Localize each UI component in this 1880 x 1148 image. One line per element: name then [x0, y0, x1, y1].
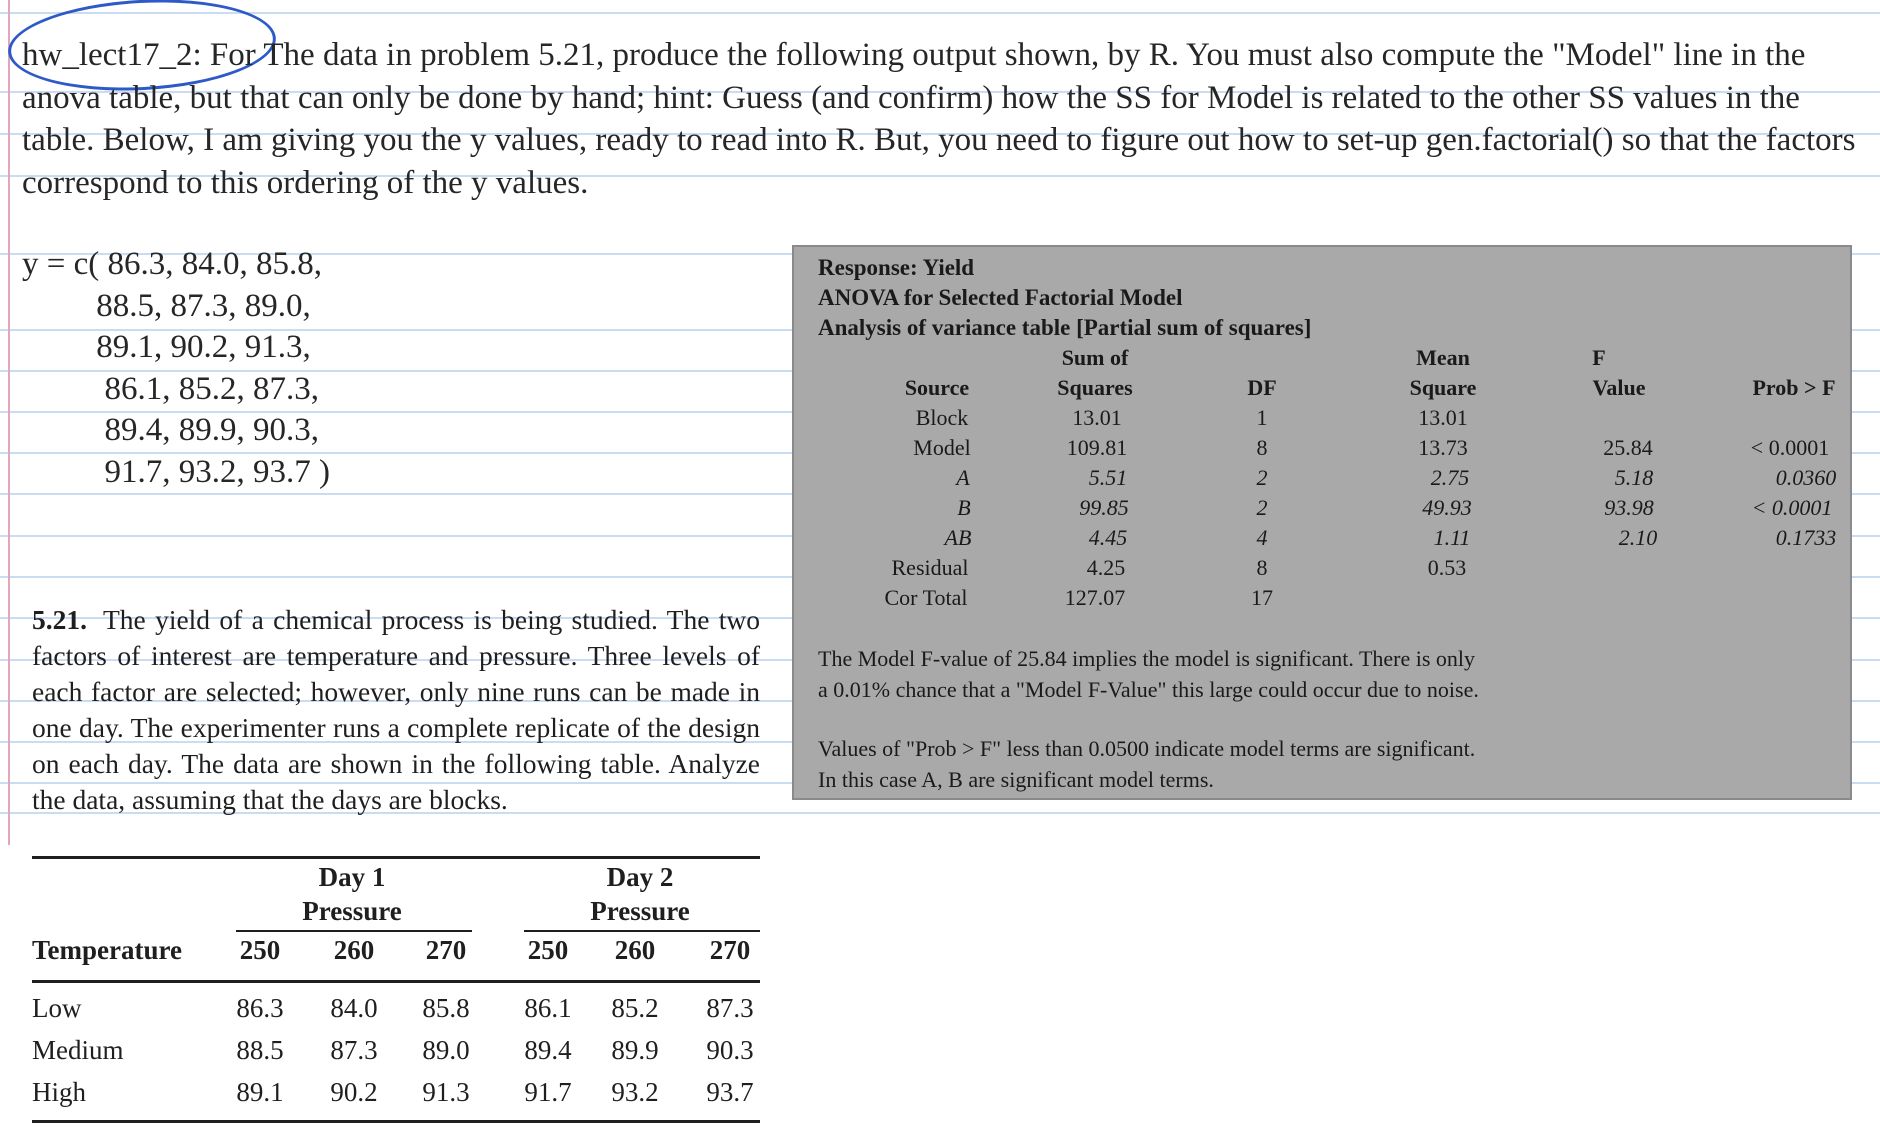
- row-f: 2.10: [1618, 525, 1658, 550]
- row-ms: 13.73: [1418, 435, 1468, 460]
- day2-rule: [524, 930, 760, 932]
- row-ss: 99.85: [1079, 495, 1129, 520]
- cell-value: 89.0: [422, 1035, 470, 1065]
- code-line: 89.4, 89.9, 90.3,: [22, 412, 319, 448]
- header-rule: [32, 980, 760, 983]
- cell-value: 84.0: [330, 993, 378, 1023]
- pressure-270: 270: [709, 935, 751, 965]
- problem-statement: [32, 602, 760, 818]
- cell-value: 93.2: [611, 1077, 659, 1107]
- homework-id: hw_lect17_2:: [22, 37, 202, 73]
- row-df: 8: [1256, 435, 1268, 460]
- cell-value: 90.2: [330, 1077, 378, 1107]
- row-ss: 4.25: [1086, 555, 1126, 580]
- pressure-270: 270: [425, 935, 467, 965]
- code-line: 91.7, 93.2, 93.7 ): [22, 453, 330, 490]
- notebook-margin-line: [8, 0, 10, 845]
- row-f: 93.98: [1604, 495, 1654, 520]
- code-line: 86.1, 85.2, 87.3,: [22, 370, 319, 407]
- row-f: 5.18: [1614, 465, 1654, 490]
- f-header-bottom: Value: [1592, 375, 1646, 400]
- note-line: a 0.01% chance that a "Model F-Value" this large could occur due to noise.: [818, 677, 1479, 702]
- cell-value: 86.1: [524, 993, 572, 1023]
- row-df: 4: [1256, 525, 1268, 550]
- anova-output-panel: [792, 245, 1852, 800]
- row-source: Residual: [891, 555, 969, 580]
- day2-header: Day 2: [606, 862, 674, 892]
- pressure-250: 250: [527, 935, 569, 965]
- f-header-top: F: [1592, 345, 1606, 370]
- cell-value: 89.1: [236, 1077, 284, 1107]
- pressure-260: 260: [614, 935, 656, 965]
- pressure-250: 250: [239, 935, 281, 965]
- table-top-rule: [32, 856, 760, 859]
- code-line: 88.5, 87.3, 89.0,: [22, 287, 311, 324]
- anova-response: Response: Yield: [818, 255, 975, 280]
- row-ms: 49.93: [1422, 495, 1472, 520]
- row-df: 1: [1256, 405, 1268, 430]
- row-ss: 13.01: [1072, 405, 1122, 430]
- cell-value: 91.7: [524, 1077, 572, 1107]
- p-header: Prob > F: [1752, 375, 1836, 400]
- row-source: A: [956, 465, 970, 490]
- problem-text: The yield of a chemical process is being studied. The two factors of interest are temperature and pressure. Three levels of each factor are selected; however, only nine runs can be made in one day. The experimenter runs a complete replicate of the design on each day. The data are shown in the following table. Analyze the data, assuming that the days are blocks.: [32, 604, 760, 815]
- anova-subtitle: Analysis of variance table [Partial sum of squares]: [818, 315, 1312, 340]
- day1-rule: [236, 930, 472, 932]
- df-header: DF: [1247, 375, 1277, 400]
- row-p: < 0.0001: [1751, 495, 1833, 520]
- model-significance-note: [818, 643, 1479, 705]
- row-label: High: [32, 1077, 86, 1107]
- row-ms: 0.53: [1427, 555, 1467, 580]
- row-df: 2: [1256, 465, 1268, 490]
- row-df: 17: [1251, 585, 1273, 610]
- cell-value: 86.3: [236, 993, 284, 1023]
- cell-value: 90.3: [706, 1035, 754, 1065]
- note-line: Values of "Prob > F" less than 0.0500 indicate model terms are significant.: [818, 736, 1476, 761]
- pressure-260: 260: [333, 935, 375, 965]
- row-ss: 127.07: [1064, 585, 1126, 610]
- row-ms: 13.01: [1418, 405, 1468, 430]
- row-p: 0.0360: [1775, 465, 1837, 490]
- cell-value: 91.3: [422, 1077, 470, 1107]
- row-p: 0.1733: [1775, 525, 1837, 550]
- cell-value: 93.7: [706, 1077, 754, 1107]
- row-p: < 0.0001: [1750, 435, 1830, 460]
- row-df: 2: [1256, 495, 1268, 520]
- row-f: 25.84: [1603, 435, 1653, 460]
- ms-header-top: Mean: [1416, 345, 1470, 370]
- day1-pressure-header: Pressure: [302, 896, 402, 926]
- row-ms: 1.11: [1433, 525, 1471, 550]
- row-label: Low: [32, 993, 82, 1023]
- table-bottom-rule: [32, 1120, 760, 1123]
- temperature-header: Temperature: [32, 935, 182, 965]
- code-line: y = c( 86.3, 84.0, 85.8,: [22, 246, 322, 282]
- note-line: The Model F-value of 25.84 implies the model is significant. There is only: [818, 646, 1476, 671]
- row-ms: 2.75: [1430, 465, 1470, 490]
- cell-value: 88.5: [236, 1035, 284, 1065]
- row-ss: 4.45: [1088, 525, 1128, 550]
- day2-pressure-header: Pressure: [590, 896, 690, 926]
- yield-data-table: [32, 856, 760, 1128]
- prob-note: [818, 733, 1475, 795]
- ms-header-bottom: Square: [1409, 375, 1477, 400]
- ss-header-bottom: Squares: [1057, 375, 1133, 400]
- row-ss: 5.51: [1088, 465, 1128, 490]
- row-source: AB: [944, 525, 972, 550]
- row-source: Block: [915, 405, 969, 430]
- day1-header: Day 1: [318, 862, 386, 892]
- row-label: Medium: [32, 1035, 124, 1065]
- row-source: Model: [913, 435, 971, 460]
- row-source: Cor Total: [884, 585, 968, 610]
- homework-text: For The data in problem 5.21, produce the following output shown, by R. You must also compute the "Model" line in the anova table, but that can only be done by hand; hint: Guess (and confirm) how the SS for Model is related to the other SS values in the table. Below, I am giving you the y values, ready to read into R. But, you need to figure out how to set-up gen.factorial() so that the factors correspond to this ordering of the y values.: [22, 37, 1856, 201]
- cell-value: 89.9: [611, 1035, 659, 1065]
- cell-value: 87.3: [330, 1035, 378, 1065]
- cell-value: 87.3: [706, 993, 754, 1023]
- cell-value: 85.2: [611, 993, 659, 1023]
- y-values-code: [22, 244, 330, 493]
- source-header: Source: [904, 375, 970, 400]
- cell-value: 89.4: [524, 1035, 572, 1065]
- note-line: In this case A, B are significant model terms.: [818, 767, 1214, 792]
- ss-header-top: Sum of: [1061, 345, 1129, 370]
- row-df: 8: [1256, 555, 1268, 580]
- code-line: 89.1, 90.2, 91.3,: [22, 329, 311, 365]
- homework-prompt: [22, 34, 1872, 204]
- row-source: B: [957, 495, 971, 520]
- anova-title: ANOVA for Selected Factorial Model: [818, 285, 1183, 310]
- row-ss: 109.81: [1066, 435, 1128, 460]
- cell-value: 85.8: [422, 993, 470, 1023]
- problem-number: 5.21.: [32, 604, 87, 635]
